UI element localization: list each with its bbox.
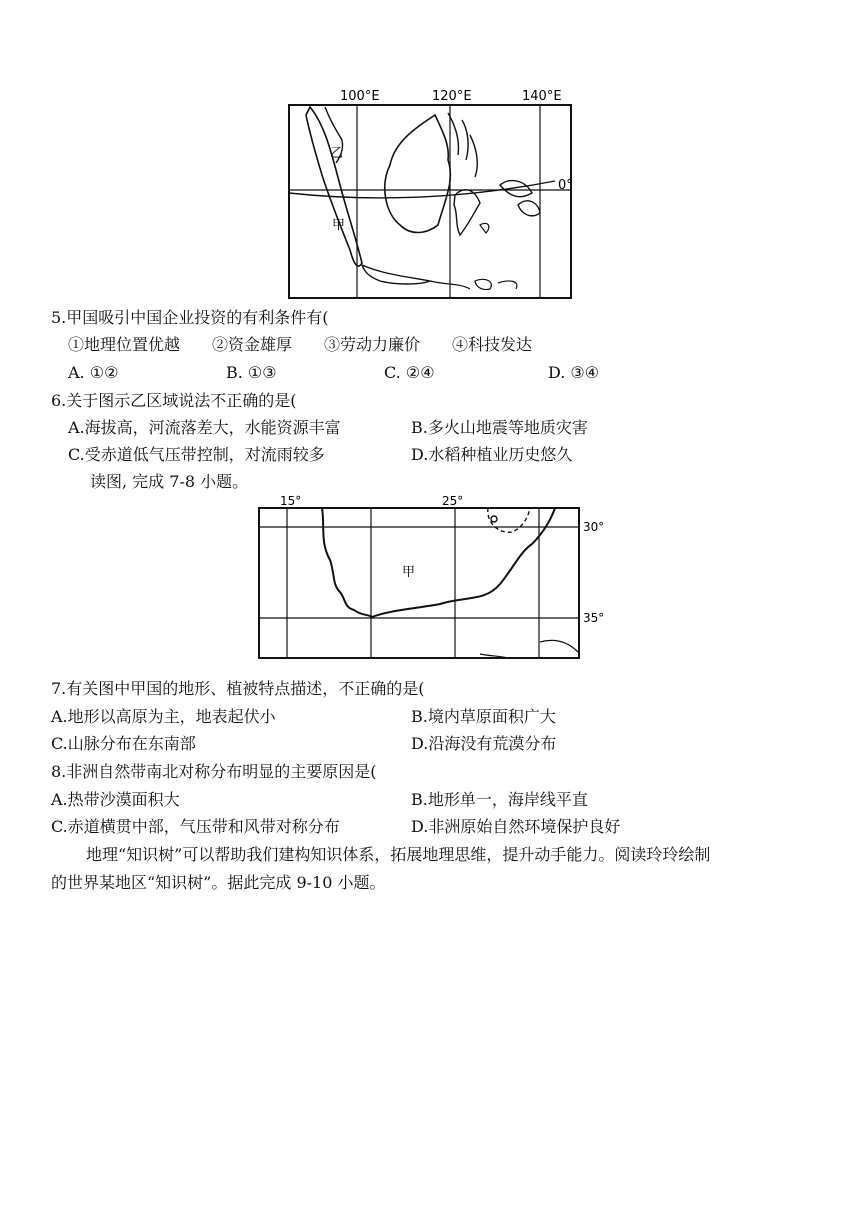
q8-option-a: A.热带沙漠面积大: [51, 790, 180, 809]
q8-option-d: D.非洲原始自然环境保护良好: [411, 817, 621, 836]
q5-option-c: C. ②④: [384, 363, 435, 382]
q8-stem: 8.非洲自然带南北对称分布明显的主要原因是(: [51, 762, 377, 781]
intro-7-8: 读图, 完成 7-8 小题。: [90, 472, 249, 491]
q7-option-a: A.地形以高原为主，地表起伏小: [51, 707, 276, 726]
q8-option-b: B.地形单一，海岸线平直: [411, 790, 588, 809]
southern-africa-map: [250, 492, 610, 664]
q6-option-c: C.受赤道低气压带控制，对流雨较多: [68, 445, 325, 464]
map2-region-jia: 甲: [402, 565, 416, 580]
q7-option-c: C.山脉分布在东南部: [51, 734, 196, 753]
intro-9-10-line2: 的世界某地区“知识树”。据此完成 9-10 小题。: [51, 873, 386, 892]
southeast-asia-map-svg: [270, 85, 580, 305]
map1-region-jia: 甲: [332, 218, 346, 233]
map1-lon-label: 120°E: [432, 89, 472, 104]
q6-option-b: B.多火山地震等地质灾害: [411, 418, 588, 437]
map2-lon-label: 25°: [442, 494, 464, 508]
southern-africa-map-svg: [250, 492, 610, 664]
q6-stem: 6.关于图示乙区域说法不正确的是(: [51, 391, 297, 410]
q7-stem: 7.有关图中甲国的地形、植被特点描述，不正确的是(: [51, 679, 425, 698]
q7-option-d: D.沿海没有荒漠分布: [411, 734, 557, 753]
q5-option-b: B. ①③: [226, 363, 277, 382]
southeast-asia-map: [270, 85, 580, 305]
map2-lon-label: 15°: [280, 494, 302, 508]
intro-9-10-line1: 地理“知识树”可以帮助我们建构知识体系，拓展地理思维，提升动手能力。阅读玲玲绘制: [86, 845, 711, 864]
map1-region-yi: 乙: [330, 146, 344, 161]
q5-option-a: A. ①②: [68, 363, 119, 382]
q6-option-d: D.水稻种植业历史悠久: [411, 445, 573, 464]
q8-option-c: C.赤道横贯中部，气压带和风带对称分布: [51, 817, 340, 836]
q6-option-a: A.海拔高，河流落差大，水能资源丰富: [68, 418, 341, 437]
q5-option-d: D. ③④: [548, 363, 600, 382]
map1-lon-label: 140°E: [522, 89, 562, 104]
q7-option-b: B.境内草原面积广大: [411, 707, 556, 726]
map2-lat-label: 30°: [583, 520, 605, 534]
q5-stem: 5.甲国吸引中国企业投资的有利条件有(: [51, 308, 329, 327]
map1-lon-label: 100°E: [340, 89, 380, 104]
map2-lat-label: 35°: [583, 611, 605, 625]
q5-items: ①地理位置优越 ②资金雄厚 ③劳动力廉价 ④科技发达: [68, 335, 533, 354]
map1-lat-label: 0°: [558, 178, 573, 193]
